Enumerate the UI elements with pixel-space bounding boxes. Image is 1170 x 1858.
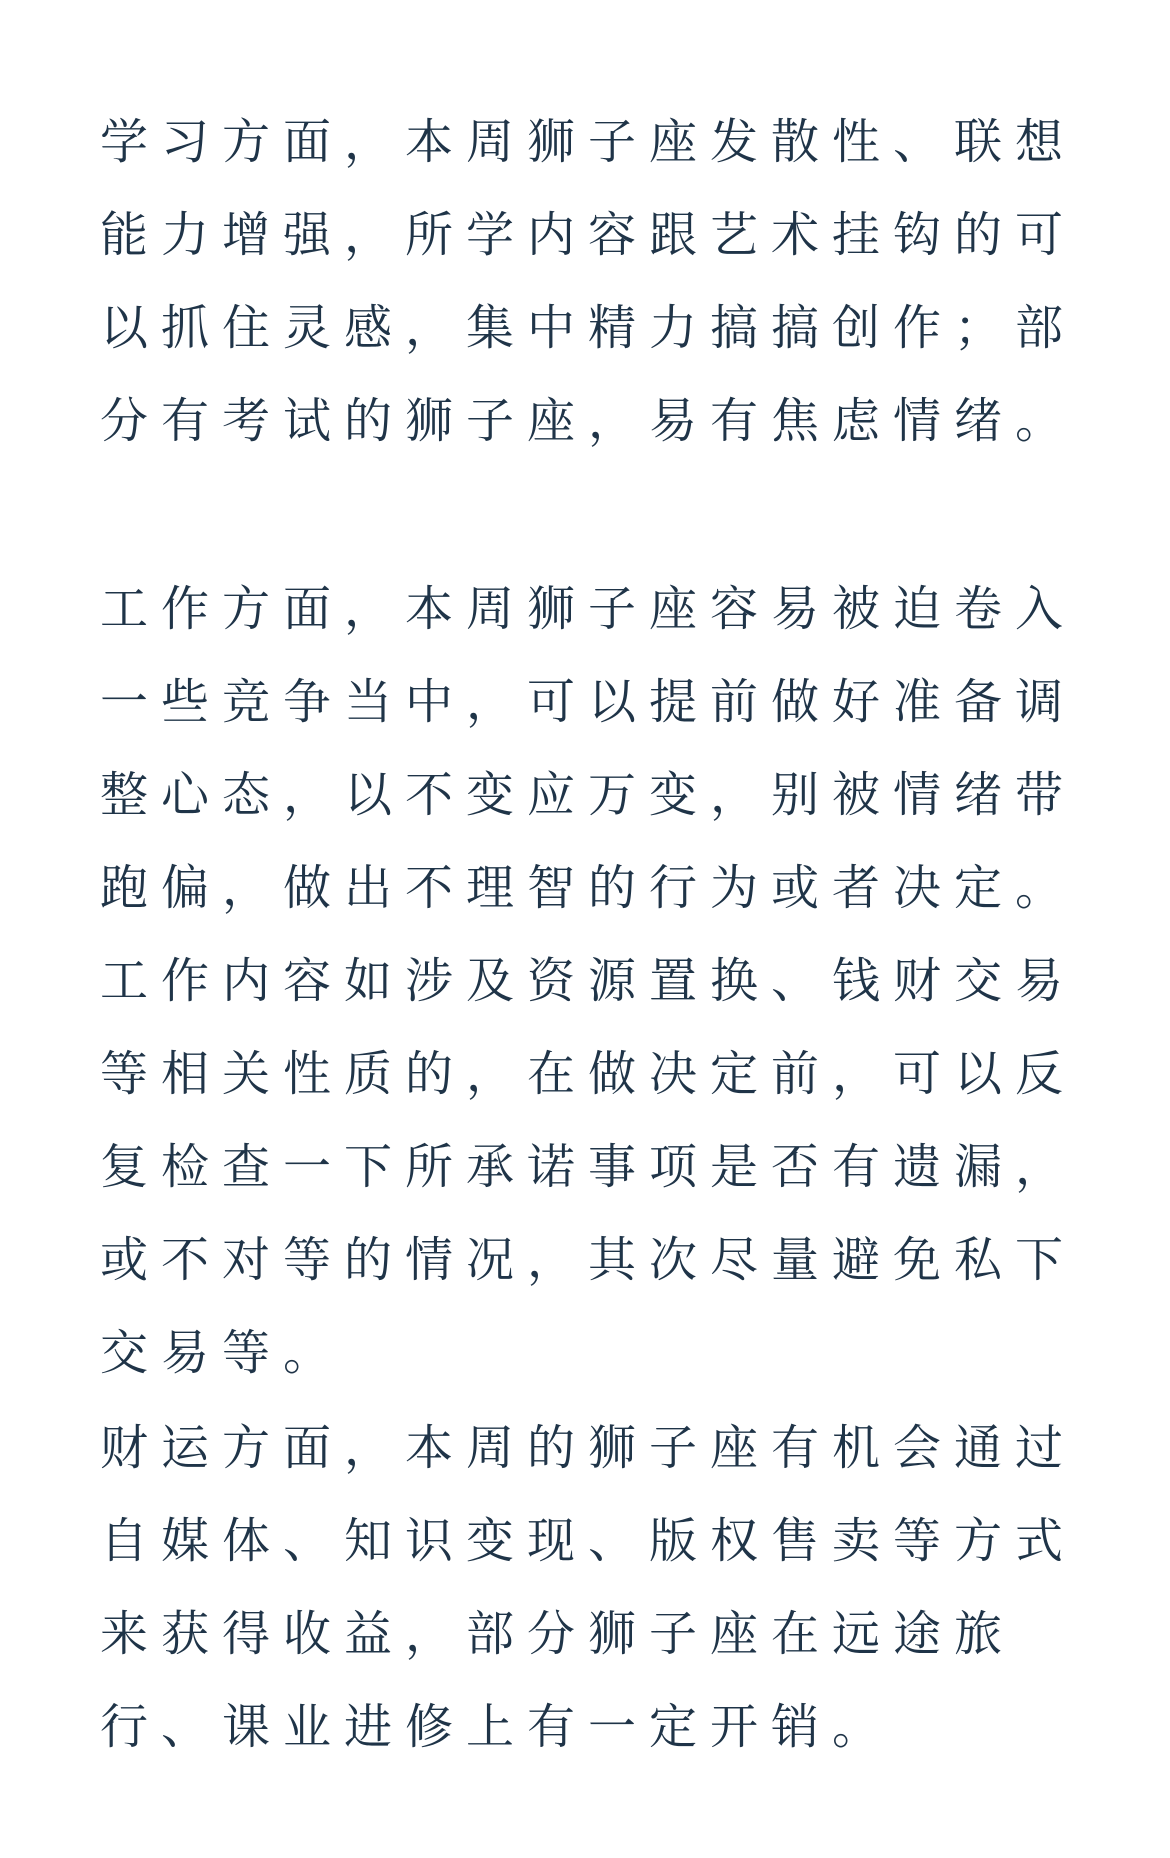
paragraph-work: 工作方面，本周狮子座容易被迫卷入一些竞争当中，可以提前做好准备调整心态，以不变应万变，别被情绪带跑偏，做出不理智的行为或者决定。工作内容如涉及资源置换、钱财交易等相关性质的，在做决定前，可以反复检查一下所承诺事项是否有遗漏，或不对等的情况，其次尽量避免私下交易等。 xyxy=(100,581,1077,1381)
paragraph-study: 学习方面，本周狮子座发散性、联想能力增强，所学内容跟艺术挂钩的可以抓住灵感，集中精力搞搞创作；部分有考试的狮子座，易有焦虑情绪。 xyxy=(100,114,1077,449)
article-body xyxy=(100,96,1080,1774)
paragraph-gap xyxy=(100,468,1080,563)
paragraph-wealth: 财运方面，本周的狮子座有机会通过自媒体、知识变现、版权售卖等方式来获得收益，部分狮子座在远途旅行、课业进修上有一定开销。 xyxy=(100,1420,1077,1755)
